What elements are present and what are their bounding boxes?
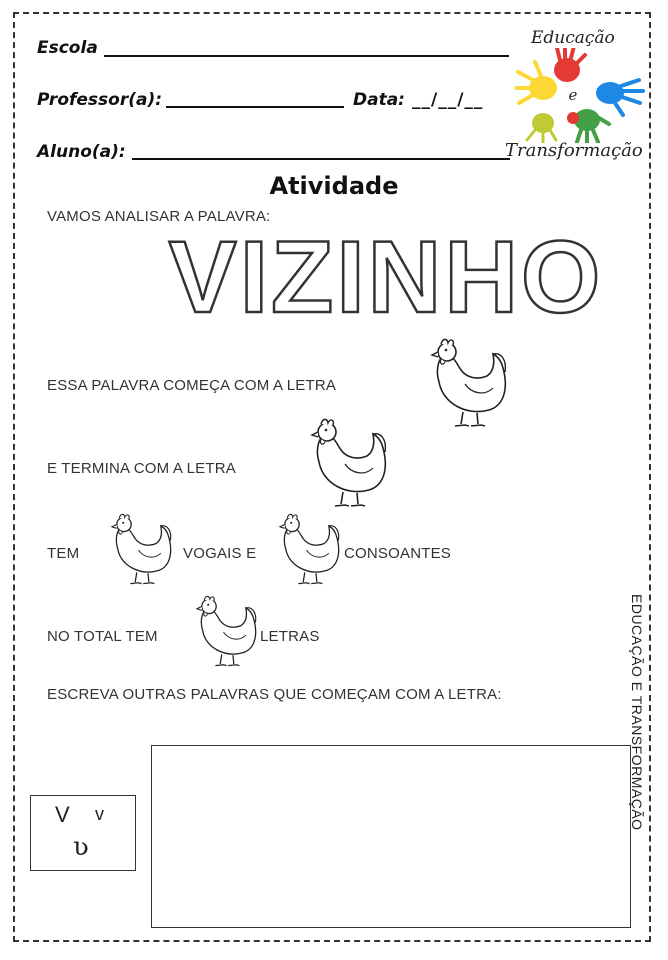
school-field[interactable]: [104, 55, 509, 57]
question-vogais: VOGAIS E: [183, 545, 257, 562]
hen-icon: [185, 592, 265, 672]
question-starts-with: ESSA PALAVRA COMEÇA COM A LETRA: [47, 377, 337, 394]
question-letras: LETRAS: [260, 628, 320, 645]
yellow-hand-icon: [515, 62, 557, 103]
question-total: NO TOTAL TEM: [47, 628, 158, 645]
logo-top-text: Educação: [531, 28, 615, 48]
hen-icon: [268, 510, 348, 590]
question-consoantes: CONSOANTES: [344, 545, 452, 562]
yellow-green-hand-icon: [527, 113, 556, 143]
teacher-label: Professor(a):: [37, 90, 163, 110]
intro-text: VAMOS ANALISAR A PALAVRA:: [47, 208, 271, 225]
question-tem: TEM: [47, 545, 80, 562]
blue-hand-icon: [596, 80, 643, 115]
page-title: Atividade: [269, 172, 399, 200]
hen-icon: [297, 414, 397, 514]
outlined-word: [0, 232, 668, 328]
red-small-hand-icon: [567, 112, 579, 124]
logo-hands-image: [515, 48, 645, 143]
teacher-field[interactable]: [166, 106, 344, 108]
letter-upper: V: [55, 802, 70, 827]
side-text: [618, 590, 658, 860]
hen-icon: [417, 334, 517, 434]
word-text: VIZINHO: [168, 232, 604, 328]
red-hand-icon: [554, 48, 585, 82]
hen-icon: [100, 510, 180, 590]
student-label: Aluno(a):: [37, 142, 126, 162]
letter-box: [30, 795, 136, 871]
letter-cursive: ʋ: [73, 832, 89, 862]
logo-middle-letter: e: [568, 86, 578, 104]
logo-bottom-text: Transformação: [505, 140, 643, 161]
letter-lower: v: [95, 804, 104, 824]
question-write-others: ESCREVA OUTRAS PALAVRAS QUE COMEÇAM COM A LETRA:: [47, 686, 502, 703]
student-field[interactable]: [132, 158, 510, 160]
answer-box[interactable]: [151, 745, 631, 928]
green-hand-icon: [574, 109, 609, 143]
date-field[interactable]: __/__/__: [412, 90, 484, 110]
date-label: Data:: [353, 90, 405, 110]
side-text-label: EDUCAÇÃO E TRANSFORMAÇÃO: [629, 594, 645, 831]
question-ends-with: E TERMINA COM A LETRA: [47, 460, 236, 477]
school-label: Escola: [37, 38, 98, 58]
